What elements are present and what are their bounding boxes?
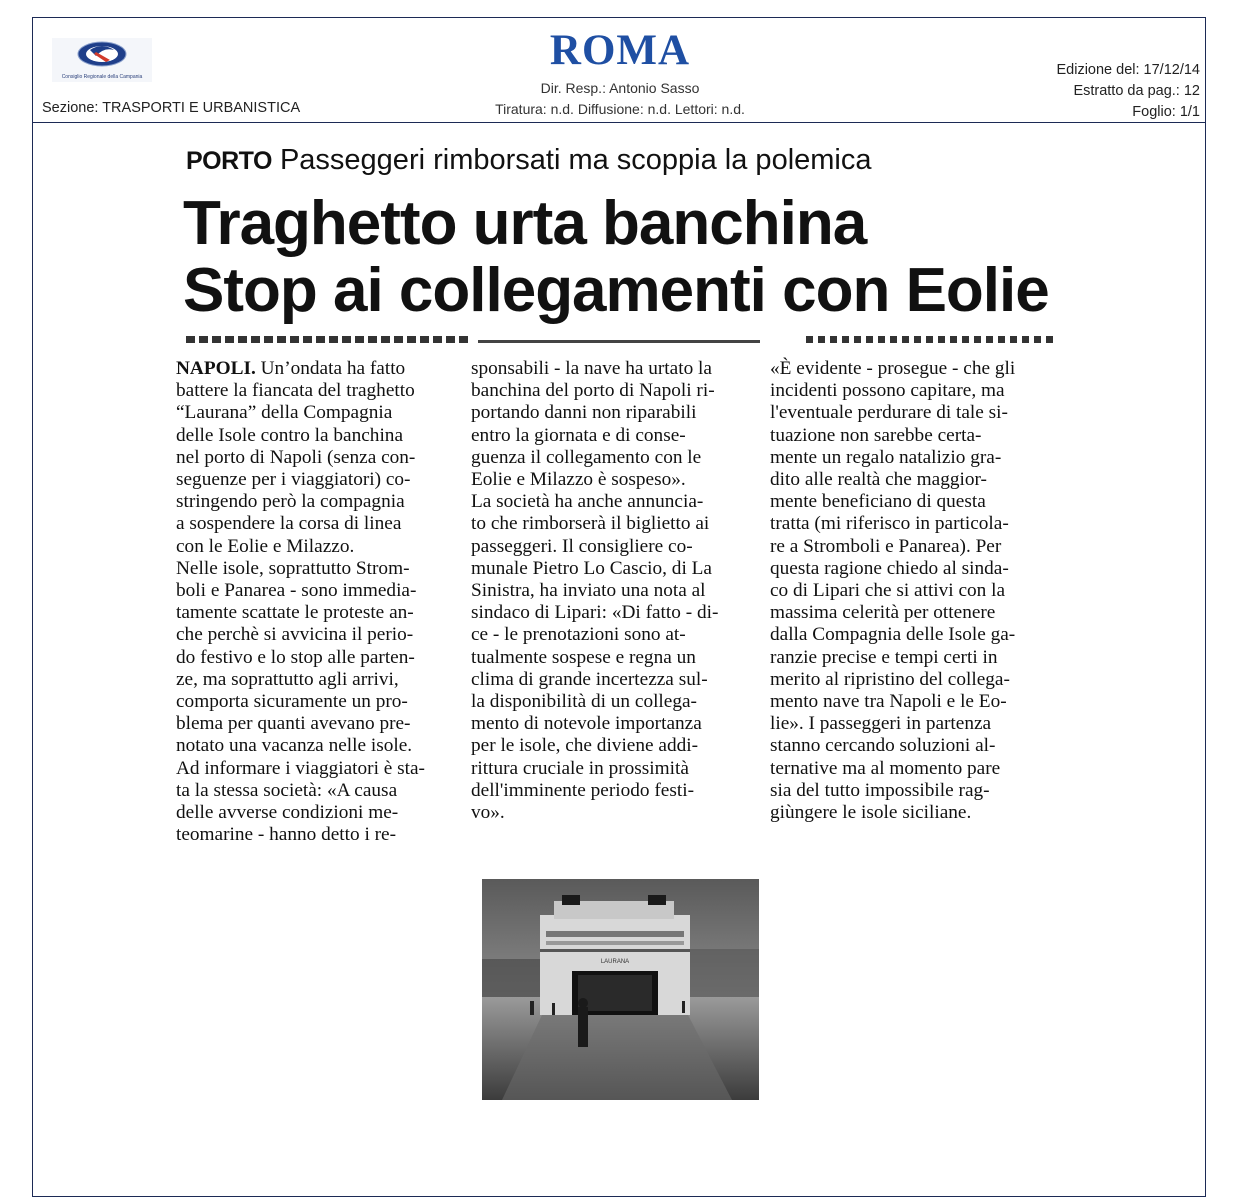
column-line: delle avverse condizioni me- <box>176 802 399 824</box>
column-line: ze, ma soprattutto agli arrivi, <box>176 668 399 690</box>
page-extract: Estratto da pag.: 12 <box>1073 83 1200 99</box>
column-line: co di Lipari che si attivi con la <box>770 580 1006 602</box>
article-headline <box>183 190 1049 324</box>
column-line: notato una vacanza nelle isole. <box>176 735 413 757</box>
column-line: guenza il collegamento con le <box>471 446 702 468</box>
article-kicker <box>186 144 872 177</box>
column-line: seguenze per i viaggiatori) co- <box>176 469 411 491</box>
column-line: giùngere le isole siciliane. <box>770 802 972 824</box>
column-line: battere la fiancata del traghetto <box>176 380 415 402</box>
column-line: dell'imminente periodo festi- <box>471 779 695 801</box>
column-line: mente beneficiano di questa <box>770 491 986 513</box>
column-line: ce - le prenotazioni sono at- <box>471 624 686 646</box>
column-line: do festivo e lo stop alle parten- <box>176 646 415 668</box>
column-line: stanno cercando soluzioni al- <box>770 735 996 757</box>
column-line: Sinistra, ha inviato una nota al <box>471 580 706 602</box>
column-line: clima di grande incertezza sul- <box>471 668 708 690</box>
column-line: rittura cruciale in prossimità <box>471 757 689 779</box>
headline-line-2: Stop ai collegamenti con Eolie <box>183 256 1049 325</box>
circulation-line: Tiratura: n.d. Diffusione: n.d. Lettori: n.d. <box>495 101 745 117</box>
column-line: portando danni non riparabili <box>471 402 697 424</box>
column-line: ternative ma al momento pare <box>770 757 1001 779</box>
section-label: Sezione: TRASPORTI E URBANISTICA <box>42 100 301 116</box>
column-line: tuazione non sarebbe certa- <box>770 424 982 446</box>
column-line: a sospendere la corsa di linea <box>176 513 402 535</box>
column-line: merito al ripristino del collega- <box>770 668 1010 690</box>
sheet-count: Foglio: 1/1 <box>1132 104 1200 120</box>
column-line: questa ragione chiedo al sinda- <box>770 557 1009 579</box>
bleed-through-text <box>806 336 1056 343</box>
column-line: mento nave tra Napoli e le Eo- <box>770 691 1007 713</box>
column-line: lie». I passeggeri in partenza <box>770 713 992 735</box>
column-line: stringendo però la compagnia <box>176 491 405 513</box>
column-line: sindaco di Lipari: «Di fatto - di- <box>471 602 719 624</box>
column-line: tamente scattate le proteste an- <box>176 602 414 624</box>
column-line: Eolie e Milazzo è sospeso». <box>471 469 686 491</box>
column-line: dalla Compagnia delle Isole ga- <box>770 624 1016 646</box>
kicker-text: Passeggeri rimborsati ma scoppia la polemica <box>279 144 872 176</box>
column-line: sponsabili - la nave ha urtato la <box>471 358 712 379</box>
column-line: ta la stessa società: «A causa <box>176 779 398 801</box>
column-line: «È evidente - prosegue - che gli <box>770 358 1016 379</box>
column-line: mente un regalo natalizio gra- <box>770 446 1002 468</box>
article-column-3 <box>770 358 1015 824</box>
column-line: munale Pietro Lo Cascio, di La <box>471 557 712 579</box>
column-line: passeggeri. Il consigliere co- <box>471 535 693 557</box>
column-line: comporta sicuramente un pro- <box>176 691 408 713</box>
ship-name-label: LAURANA <box>600 959 630 965</box>
column-line: to che rimborserà il biglietto ai <box>471 513 710 535</box>
column-line: “Laurana” della Compagnia <box>176 402 393 424</box>
column-line: vo». <box>471 802 505 824</box>
column-line: NAPOLI. Un’ondata ha fatto <box>176 358 406 379</box>
column-line: l'eventuale perdurare di tale si- <box>770 402 1008 424</box>
column-line: sia del tutto impossibile rag- <box>770 779 990 801</box>
edition-date: Edizione del: 17/12/14 <box>1056 62 1200 78</box>
bleed-through-text <box>186 336 468 343</box>
column-line: per le isole, che diviene addi- <box>471 735 698 757</box>
column-line: con le Eolie e Milazzo. <box>176 535 355 557</box>
column-line: banchina del porto di Napoli ri- <box>471 380 715 402</box>
column-line: teomarine - hanno detto i re- <box>176 824 397 846</box>
column-line: massima celerità per ottenere <box>770 602 996 624</box>
column-line: che perchè si avvicina il perio- <box>176 624 414 646</box>
edition-meta <box>1057 60 1201 123</box>
header-divider <box>32 122 1206 123</box>
column-line: la disponibilità di un collega- <box>471 691 697 713</box>
kicker-tag: PORTO <box>186 147 272 175</box>
column-line: tratta (mi riferisco in particola- <box>770 513 1009 535</box>
article-column-1 <box>176 358 425 846</box>
bleed-through-rule <box>478 340 760 343</box>
column-line: Ad informare i viaggiatori è sta- <box>176 757 425 779</box>
masthead-title: ROMA <box>549 27 691 74</box>
headline-line-1: Traghetto urta banchina <box>183 189 867 258</box>
column-line: mento di notevole importanza <box>471 713 702 735</box>
column-line: entro la giornata e di conse- <box>471 424 686 446</box>
column-line: incidenti possono capitare, ma <box>770 380 1005 402</box>
ferry-photo <box>482 879 759 1100</box>
logo-caption: Consiglio Regionale della Campania <box>61 74 143 80</box>
director-line: Dir. Resp.: Antonio Sasso <box>540 80 700 96</box>
column-line: nel porto di Napoli (senza con- <box>176 446 416 468</box>
column-line: ranzie precise e tempi certi in <box>770 646 998 668</box>
column-line: La società ha anche annuncia- <box>471 491 704 513</box>
column-line: blema per quanti avevano pre- <box>176 713 411 735</box>
column-line: Nelle isole, soprattutto Strom- <box>176 557 410 579</box>
article-column-2 <box>471 358 718 824</box>
regional-council-logo-icon <box>52 38 152 82</box>
column-line: boli e Panarea - sono immedia- <box>176 580 417 602</box>
dateline: NAPOLI. <box>176 358 256 379</box>
column-line: re a Stromboli e Panarea). Per <box>770 535 1002 557</box>
column-line: tualmente sospese e regna un <box>471 646 696 668</box>
column-line: delle Isole contro la banchina <box>176 424 403 446</box>
column-line: dito alle realtà che maggior- <box>770 469 987 491</box>
